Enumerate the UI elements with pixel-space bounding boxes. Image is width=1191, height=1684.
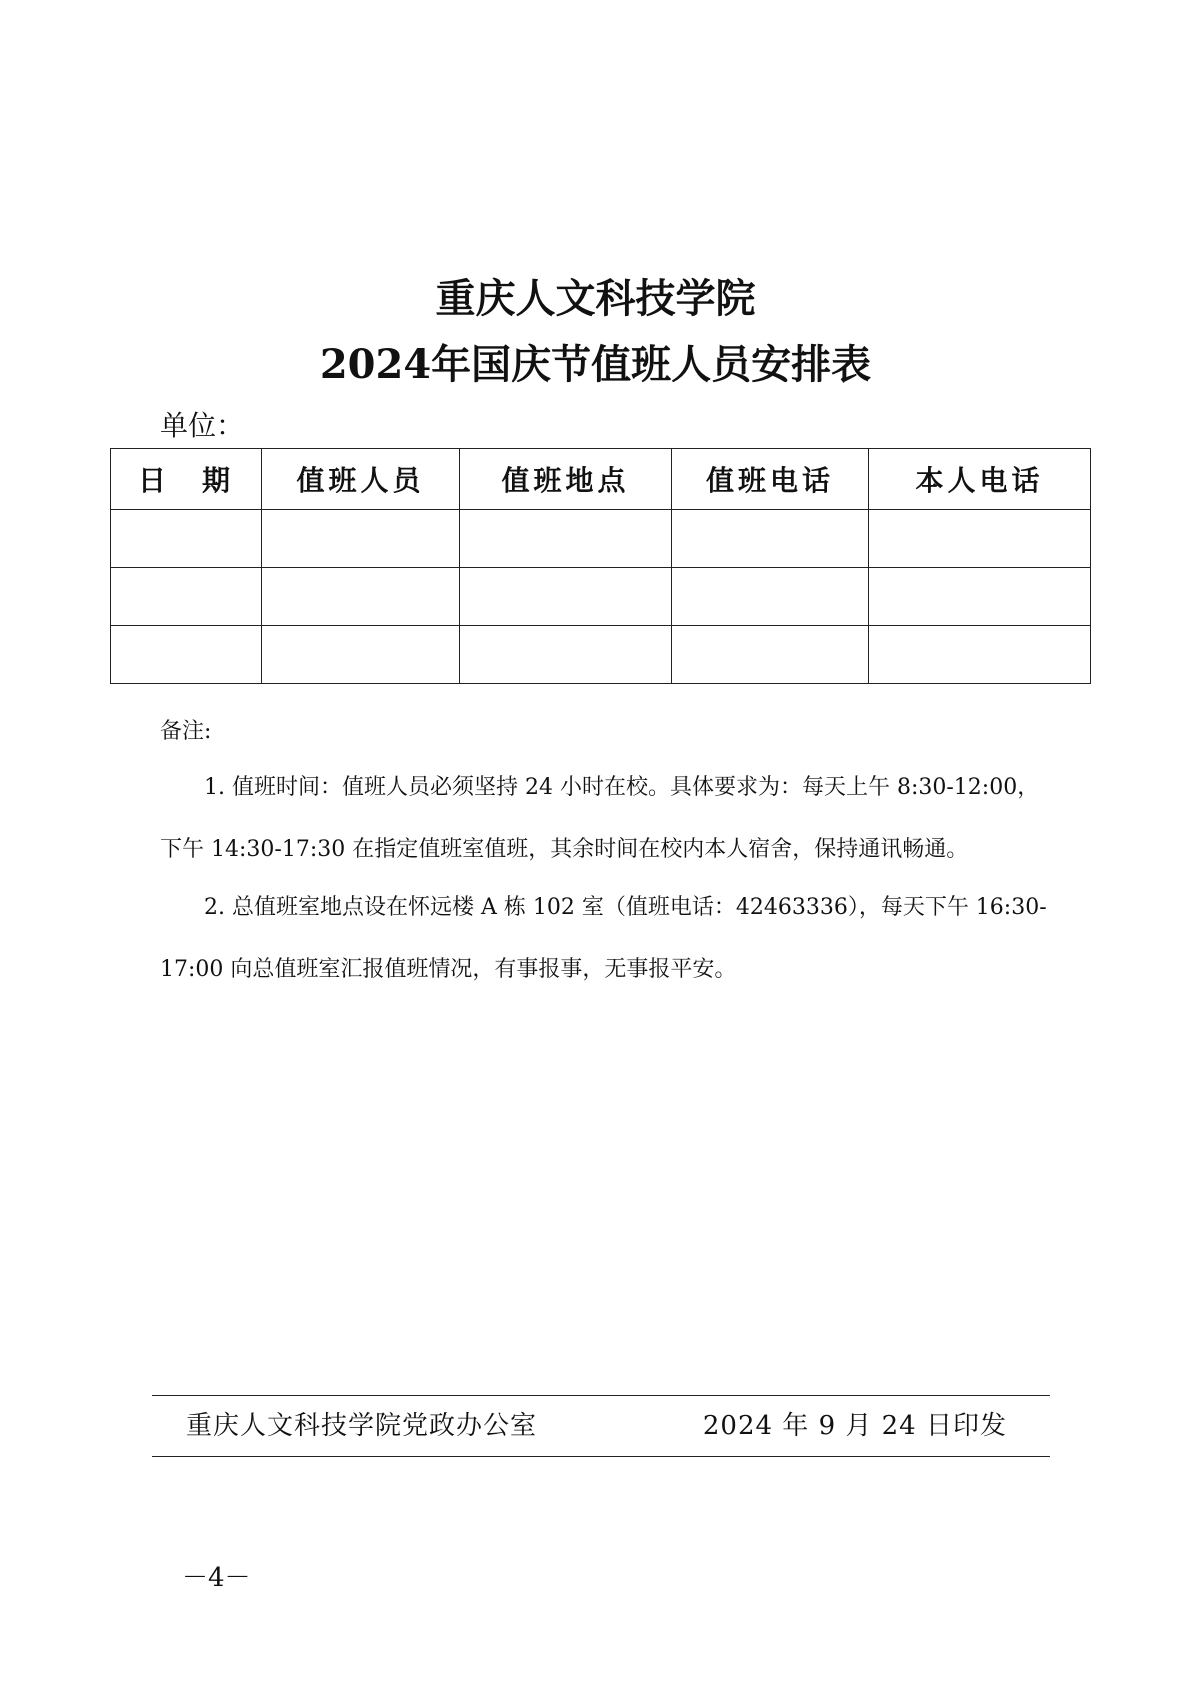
- table-cell[interactable]: [869, 510, 1091, 568]
- table-cell[interactable]: [111, 568, 262, 626]
- table-cell[interactable]: [460, 626, 672, 684]
- table-row: [111, 626, 1091, 684]
- table-cell[interactable]: [111, 510, 262, 568]
- table-cell[interactable]: [262, 626, 460, 684]
- duty-schedule-table: [110, 448, 1091, 684]
- issue-date: 2024 年 9 月 24 日印发: [702, 1411, 1007, 1441]
- note-item-2: 2. 总值班室地点设在怀远楼 A 栋 102 室（值班电话：42463336），每天下午 16:30-17:00 向总值班室汇报值班情况，有事报事，无事报平安。: [160, 895, 1047, 982]
- table-cell[interactable]: [672, 568, 869, 626]
- table-cell[interactable]: [869, 568, 1091, 626]
- header-duty-staff: 值班人员: [262, 449, 460, 510]
- table-header-row: [111, 449, 1091, 510]
- table-cell[interactable]: [262, 568, 460, 626]
- table-cell[interactable]: [460, 568, 672, 626]
- footer-divider-top: [152, 1395, 1050, 1396]
- document-title-line2: 2024年国庆节值班人员安排表: [319, 341, 872, 388]
- page-number: －4－: [182, 1563, 251, 1593]
- table-cell[interactable]: [111, 626, 262, 684]
- note-item-1: 1. 值班时间：值班人员必须坚持 24 小时在校。具体要求为：每天上午 8:30-12:00，下午 14:30-17:30 在指定值班室值班，其余时间在校内本人宿舍，保持通讯畅通。: [160, 775, 1040, 862]
- table-row: [111, 510, 1091, 568]
- table-cell[interactable]: [460, 510, 672, 568]
- table-cell[interactable]: [262, 510, 460, 568]
- notes-label: 备注:: [160, 719, 212, 744]
- document-title-line1: 重庆人文科技学院: [435, 275, 756, 322]
- table-row: [111, 568, 1091, 626]
- issuing-office: 重庆人文科技学院党政办公室: [186, 1411, 538, 1441]
- footer-divider-bottom: [152, 1456, 1050, 1457]
- table-cell[interactable]: [672, 510, 869, 568]
- header-personal-phone: 本人电话: [869, 449, 1091, 510]
- table-cell[interactable]: [672, 626, 869, 684]
- table-cell[interactable]: [869, 626, 1091, 684]
- header-duty-location: 值班地点: [460, 449, 672, 510]
- unit-label: 单位：: [160, 409, 245, 442]
- header-date: 日 期: [111, 449, 262, 510]
- header-duty-phone: 值班电话: [672, 449, 869, 510]
